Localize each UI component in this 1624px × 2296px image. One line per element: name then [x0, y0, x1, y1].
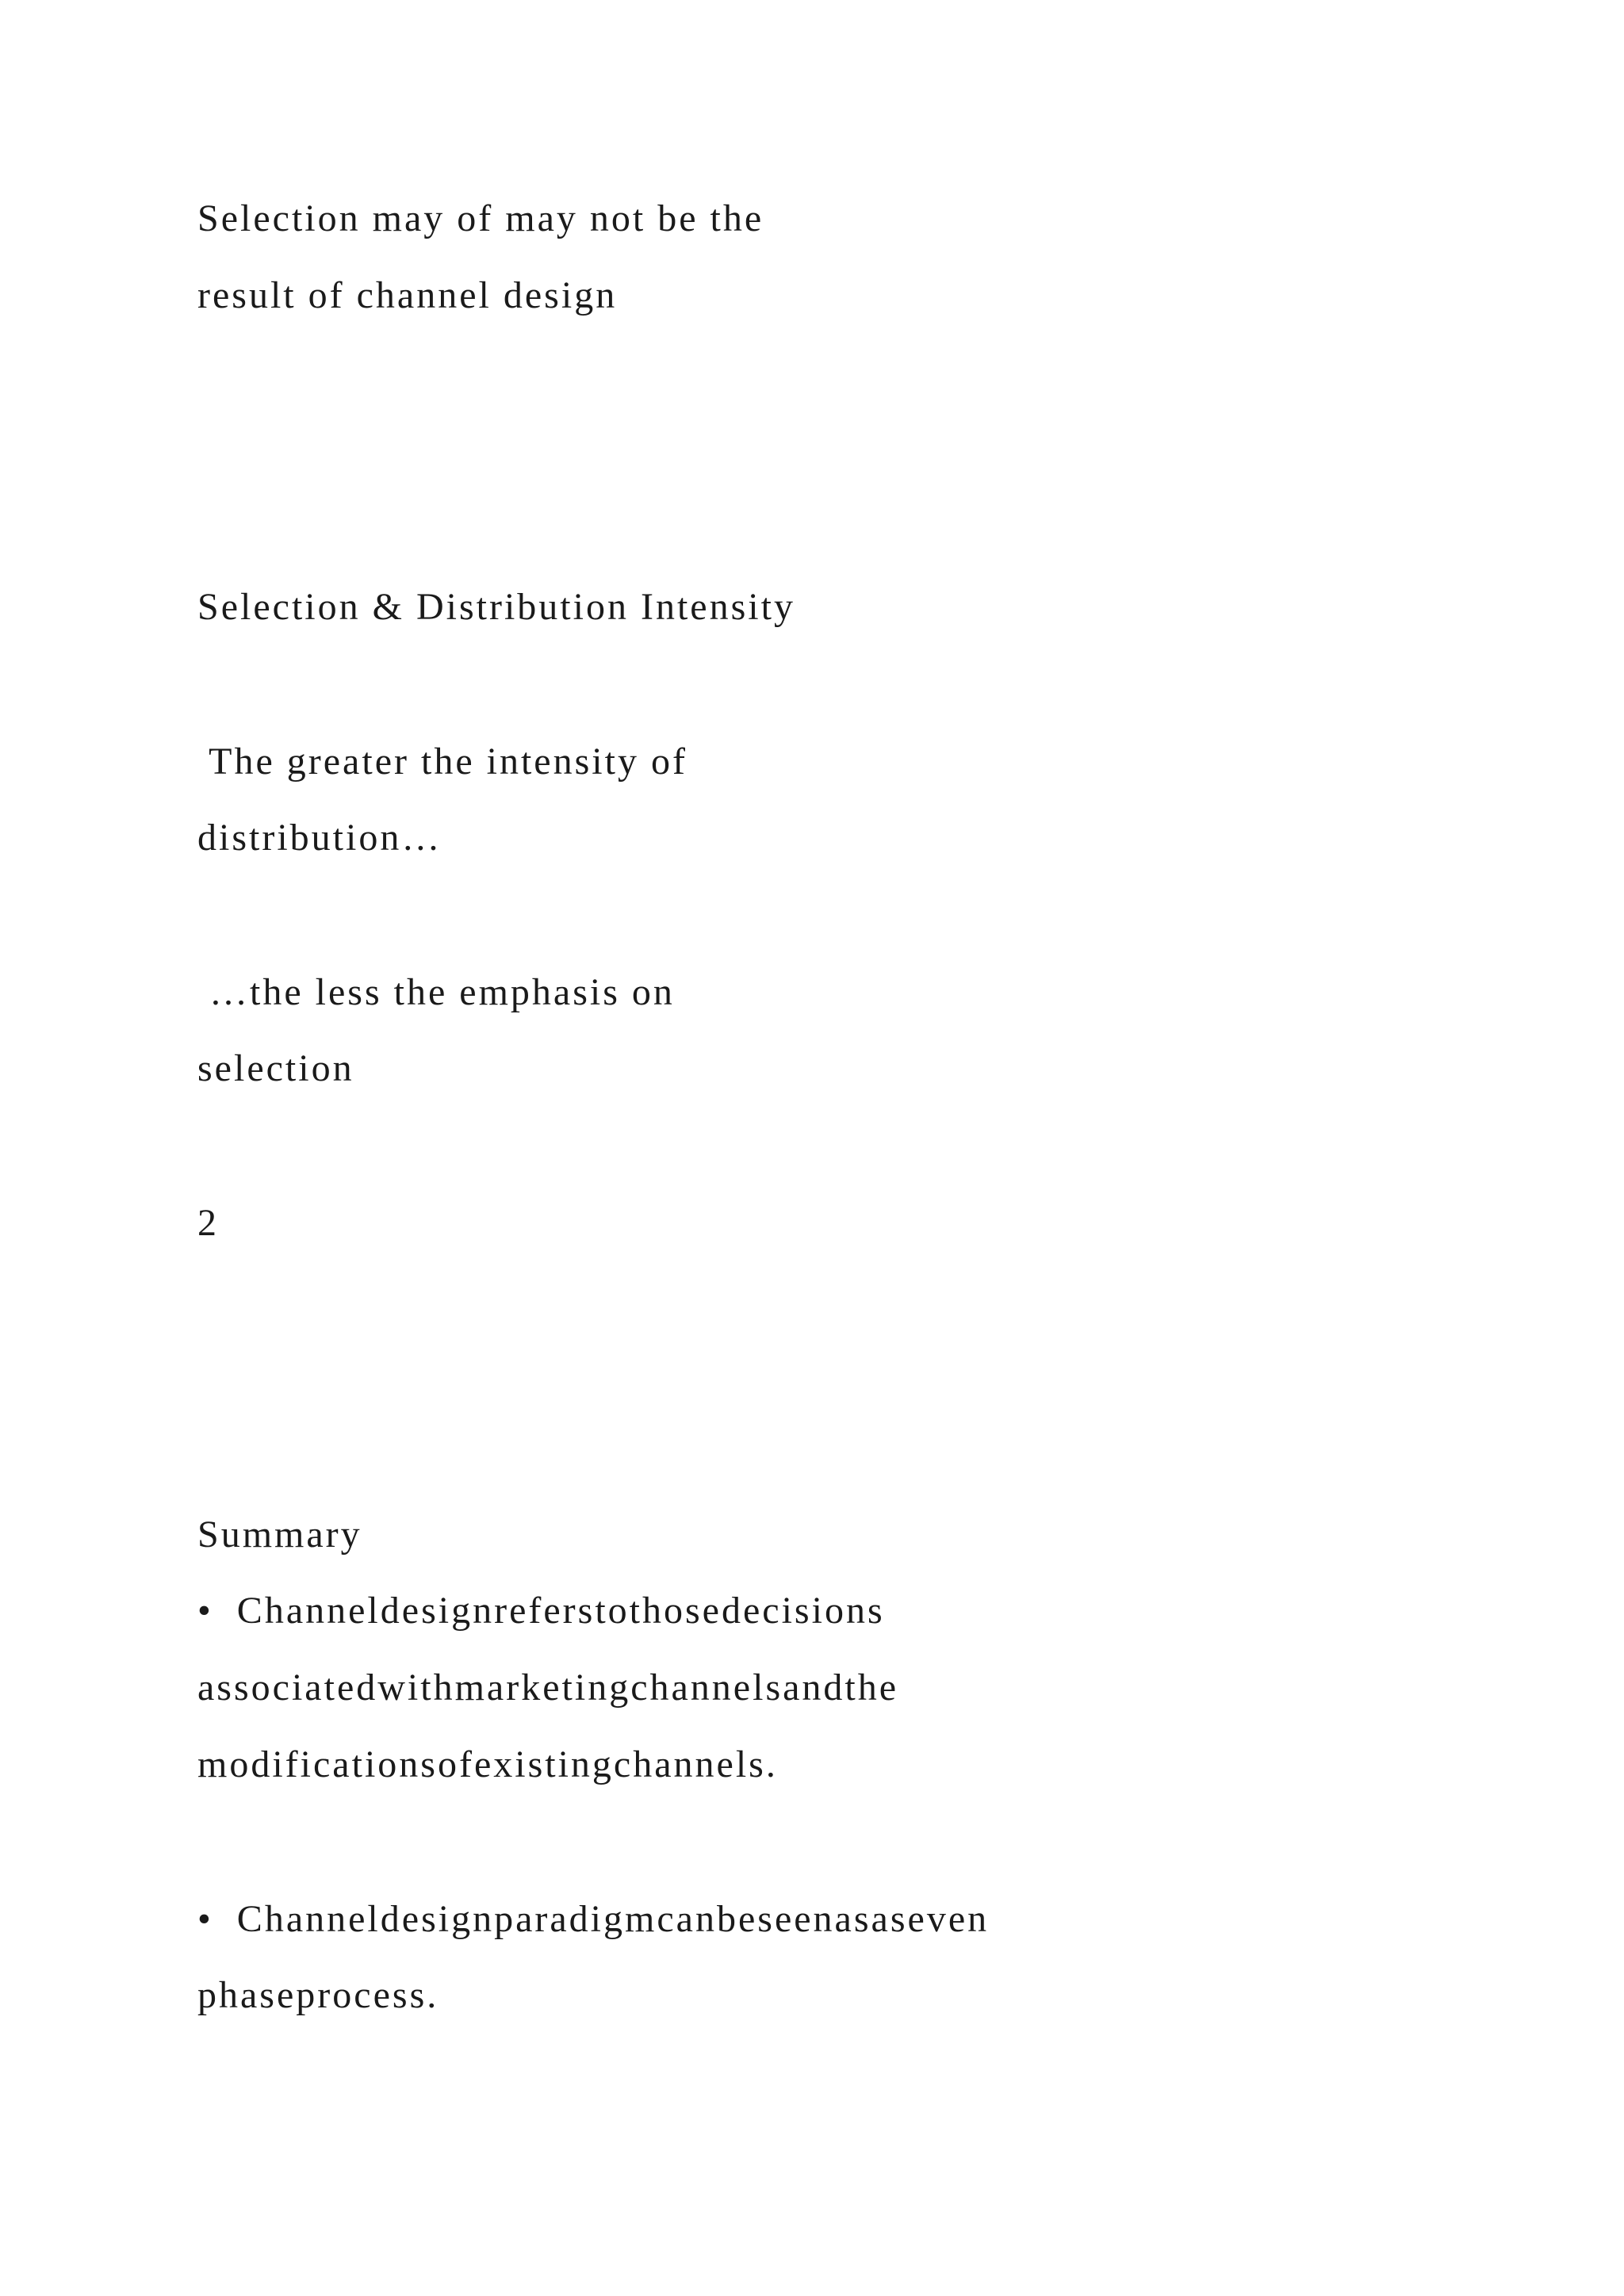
summary-bullet-2-line-1: • Channeldesignparadigmcanbeseenasaseven [197, 1898, 990, 1940]
point-2-line-1: …the less the emphasis on [197, 971, 675, 1013]
intro-line-2: result of channel design [197, 274, 618, 316]
section-heading: Selection & Distribution Intensity [197, 586, 795, 628]
point-1-line-1: The greater the intensity of [197, 740, 688, 783]
summary-heading: Summary [197, 1513, 362, 1556]
point-1-line-2: distribution… [197, 817, 442, 859]
point-2-line-2: selection [197, 1047, 354, 1089]
summary-bullet-1-line-3: modificationsofexistingchannels. [197, 1743, 778, 1785]
summary-bullet-1-line-1: • Channeldesignreferstothosedecisions [197, 1590, 885, 1632]
slide-number: 2 [197, 1202, 219, 1244]
intro-line-1: Selection may of may not be the [197, 197, 764, 239]
summary-bullet-2-line-2: phaseprocess. [197, 1974, 439, 2016]
summary-bullet-1-line-2: associatedwithmarketingchannelsandthe [197, 1667, 899, 1709]
